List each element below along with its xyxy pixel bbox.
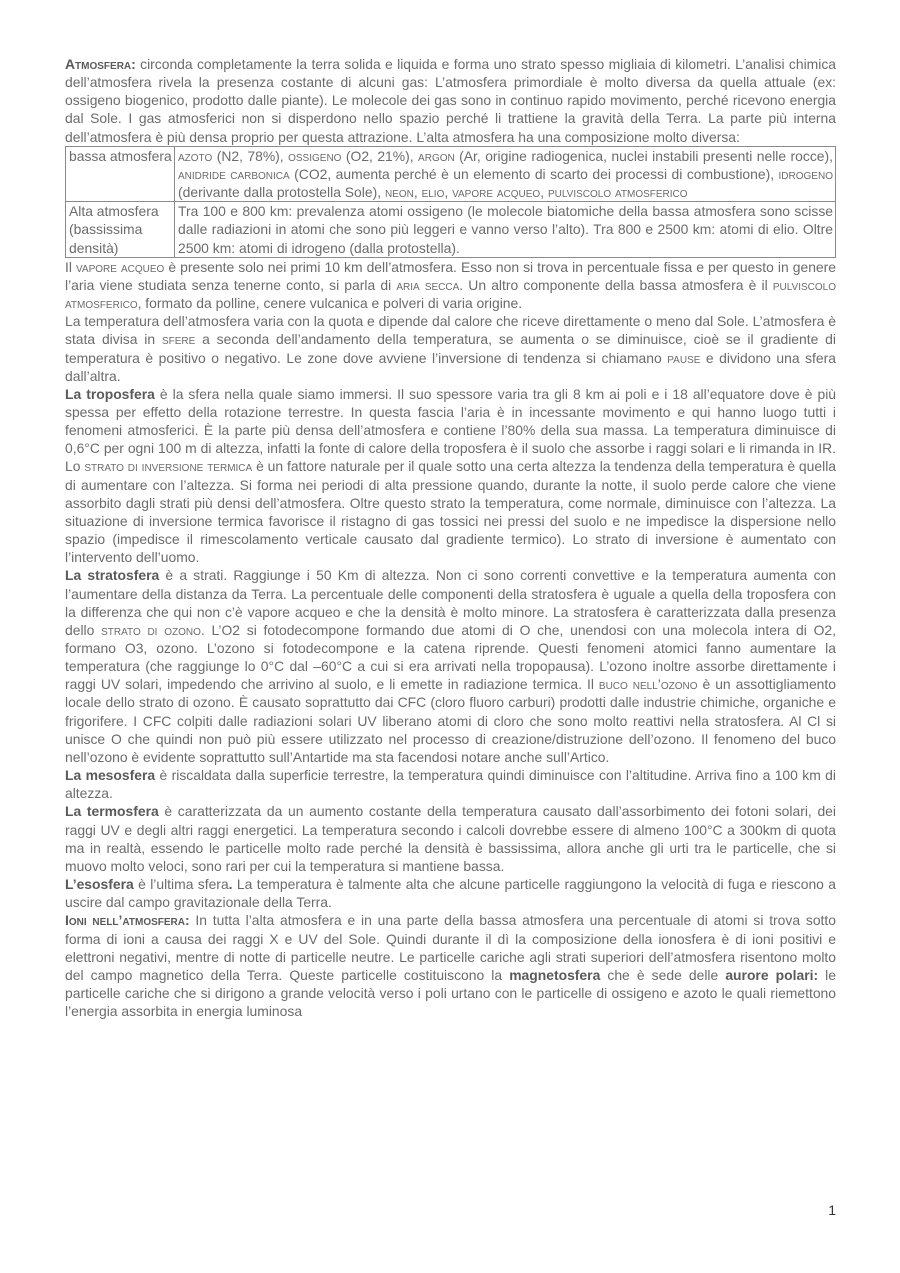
- magnetosfera-term: magnetosfera: [509, 966, 601, 983]
- termosfera-title: La termosfera: [65, 803, 159, 820]
- intro-paragraph: Atmosfera: circonda completamente la terra solida e liquida e forma uno strato spesso migliaia di kilometri. L’analisi chimica dell’atmosfera rivela la presenza costante di alcuni gas: L’atmosfera primordiale è molto diversa da quella attuale (ex: ossigeno biogenico, prodotto dalle piante). Le molecole dei gas sono in continuo rapido movimento, perché ricevono energia dal Sole. I gas atmosferici non si disperdono nello spazio perché li trattiene la gravità della Terra. La parte più interna dell’atmosfera è più densa proprio per questa attrazione. L’alta atmosfera ha una composizione molto diversa:: [65, 56, 836, 145]
- intro-title: Atmosfera:: [65, 56, 136, 72]
- troposfera-paragraph: La troposfera è la sfera nella quale siamo immersi. Il suo spessore varia tra gli 8 km ai poli e i 18 all’equatore dove è più spessa per effetto della rotazione terrestre. In questa fascia l’aria è in incessante movimento e qui hanno luogo tutti i fenomeni atmosferici. È la parte più densa dell’atmosfera e contiene l’80% della sua massa. La temperatura diminuisce di 0,6°C per ogni 100 m di altezza, infatti la fonte di calore della troposfera è il suolo che assorbe i raggi solari e li rimanda in IR. Lo strato di inversione termica è un fattore naturale per il quale sotto una certa altezza la tendenza della temperatura è quella di aumentare con l’altezza. Si forma nei periodi di alta pressione quando, durante la notte, il suolo perde calore che viene assorbito dagli strati più densi dell’atmosfera. Oltre questo strato la temperatura, come normale, diminuisce con l’altezza. La situazione di inversione termica favorisce il ristagno di gas tossici nei pressi del suolo e ne impedisce la dispersione nello spazio (impedisce il rimescolamento verticale causato dal gradiente termico). Lo strato di inversione è aumentato con l’intervento dell’uomo.: [65, 385, 837, 566]
- esosfera-paragraph: L’esosfera è l’ultima sfera. La temperatura è talmente alta che alcune particelle raggiungono la velocità di fuga e riescono a uscire dal campo gravitazionale della Terra.: [65, 876, 836, 911]
- aurore-term: aurore polari:: [725, 966, 819, 983]
- row-content-bassa: azoto (N2, 78%), ossigeno (O2, 21%), argon (Ar, origine radiogenica, nuclei instabili presenti nelle rocce), anidride carbonica (CO2, aumenta perché è un elemento di scarto dei processi di combustione), idrogeno (derivante dalla protostella Sole), neon, elio, vapore acqueo, pulviscolo atmosferico: [175, 146, 836, 201]
- mesosfera-paragraph: La mesosfera è riscaldata dalla superficie terrestre, la temperatura quindi diminuisce con l’altitudine. Arriva fino a 100 km di altezza.: [65, 767, 836, 802]
- vapore-paragraph: Il vapore acqueo è presente solo nei primi 10 km dell’atmosfera. Esso non si trova in percentuale fissa e per questo in genere l’aria viene studiata senza tenerne conto, si parla di aria secca. Un altro componente della bassa atmosfera è il pulviscolo atmosferico, formato da polline, cenere vulcanica e polveri di varia origine.: [65, 258, 836, 312]
- termosfera-paragraph: La termosfera è caratterizzata da un aumento costante della temperatura causato dall’assorbimento dei fotoni solari, dei raggi UV e degli altri raggi energetici. La temperatura secondo i calcoli dovrebbe essere di almeno 100°C a 300km di quota ma in realtà, essendo le particelle molto rade perché la densità è bassissima, allora anche gli urti tra le particelle, che si muovo molto veloci, sono rari per cui la temperatura si mantiene bassa.: [65, 803, 836, 874]
- page-number: 1: [828, 1202, 836, 1218]
- ioni-title: Ioni nell’atmosfera:: [65, 912, 190, 929]
- row-label-bassa: bassa atmosfera: [66, 146, 175, 201]
- table-row: [66, 146, 836, 201]
- stratosfera-paragraph: La stratosfera è a strati. Raggiunge i 50 Km di altezza. Non ci sono correnti convettive e la temperatura aumenta con l’aumentare della distanza da Terra. La percentuale delle componenti della stratosfera è uguale a quella della troposfera con la differenza che qui non c’è vapore acqueo e che la densità è molto minore. La stratosfera è caratterizzata dalla presenza dello strato di ozono. L’O2 si fotodecompone formando due atomi di O che, unendosi con una molecola intera di O2, formano O3, ozono. L’ozono si fotodecompone e la catena riprende. Questi fenomeni atomici fanno aumentare la temperatura (che raggiunge lo 0°C dal –60°C a cui si era arrivati nella tropopausa). L’ozono inoltre assorbe direttamente i raggi UV solari, impedendo che arrivino al suolo, e li emette in radiazione termica. Il buco nell’ozono è un assottigliamento locale dello strato di ozono. È causato soprattutto dai CFC (cloro fluoro carburi) prodotti dalle industrie chimiche, organiche e frigorifere. I CFC colpiti dalle radiazioni solari UV liberano atomi di cloro che sono molto reattivi nella stratosfera. Al Cl si unisce O che quindi non può più essere utilizzato nel processo di creazione/distruzione dell’ozono. Il fenomeno del buco nell’ozono è evidente soprattutto sull’Antartide ma sta facendosi notare anche sull’Artico.: [65, 567, 836, 765]
- row-content-alta: Tra 100 e 800 km: prevalenza atomi ossigeno (le molecole biatomiche della bassa atmosfera sono scisse dalle radiazioni in atomi che sono più leggeri e vanno verso l’alto). Tra 800 e 2500 km: atomi di elio. Oltre 2500 km: atomi di idrogeno (dalla protostella).: [175, 202, 836, 257]
- mesosfera-title: La mesosfera: [65, 767, 156, 784]
- atmosphere-layers-table: [65, 146, 836, 258]
- table-row: [66, 202, 836, 257]
- stratosfera-title: La stratosfera: [65, 567, 160, 584]
- row-label-alta: Alta atmosfera (bassissima densità): [66, 202, 175, 257]
- ioni-paragraph: Ioni nell’atmosfera: In tutta l’alta atmosfera e in una parte della bassa atmosfera una percentuale di atomi si trova sotto forma di ioni a causa dei raggi X e UV del Sole. Quindi durante il dì la composizione della ionosfera è di ioni positivi e elettroni negativi, mentre di notte di particelle neutre. Le particelle cariche agli strati superiori dell’atmosfera risentono molto del campo magnetico della Terra. Queste particelle costituiscono la magnetosfera che è sede delle aurore polari: le particelle cariche che si dirigono a grande velocità verso i poli urtano con le particelle di ossigeno e azoto le quali riemettono l’energia assorbita in energia luminosa: [65, 912, 836, 1020]
- temperatura-paragraph: La temperatura dell’atmosfera varia con la quota e dipende dal calore che riceve direttamente o meno dal Sole. L’atmosfera è stata divisa in sfere a seconda dell’andamento della temperatura, se aumenta o se diminuisce, cioè se il gradiente di temperatura è positivo o negativo. Le zone dove avviene l’inversione di tendenza si chiamano pause e dividono una sfera dall’altra.: [65, 313, 836, 384]
- esosfera-title: L’esosfera: [65, 876, 134, 893]
- troposfera-title: La troposfera: [65, 385, 155, 402]
